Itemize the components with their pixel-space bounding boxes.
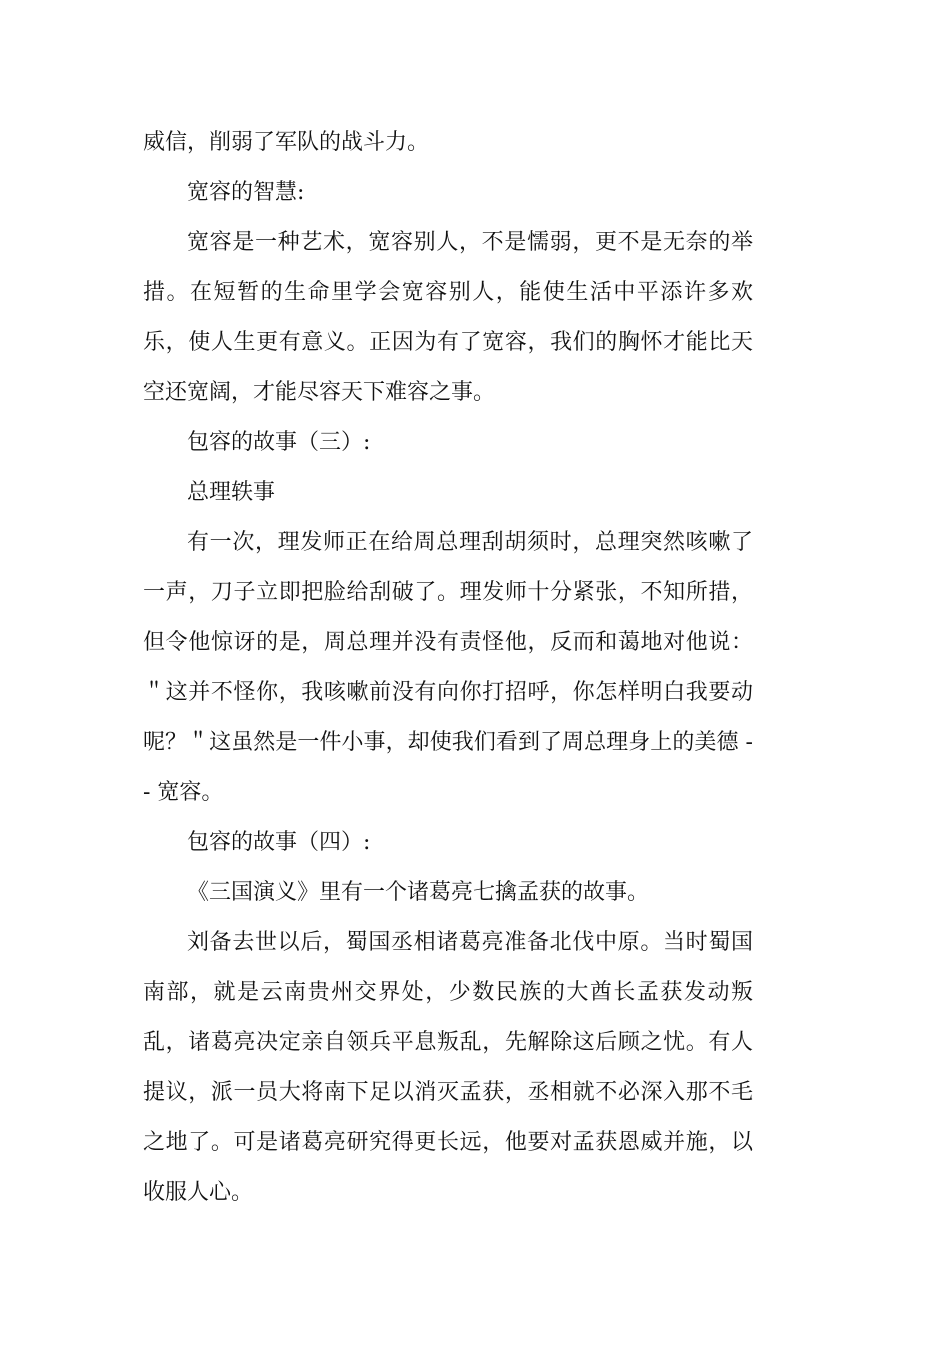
paragraph-heading-story-four: 包容的故事（四）: [187,830,371,855]
paragraph-tolerance-art: 宽容是一种艺术，宽容别人，不是懦弱，更不是无奈的举措。在短暂的生命里学会宽容别人，能使生活中平添许多欢乐，使人生更有意义。正因为有了宽容，我们的胸怀才能比天空还宽阔，才能尽容天下难容之事。 [143,230,753,405]
paragraph-barber-story: 有一次，理发师正在给周总理刮胡须时，总理突然咳嗽了一声，刀子立即把脸给刮破了。理发师十分紧张，不知所措，但令他惊讶的是，周总理并没有责怪他，反而和蔼地对他说：＂这并不怪你，我咳嗽前没有向你打招呼，你怎样明白我要动呢？＂这虽然是一件小事，却使我们看到了周总理身上的美德 -- 宽容。 [143,530,753,805]
document-page [143,118,753,1218]
paragraph-heading-story-three: 包容的故事（三）: [187,430,371,455]
paragraph-heading-wisdom: 宽容的智慧: [187,180,305,205]
paragraph-continuation: 威信，削弱了军队的战斗力。 [143,130,430,155]
paragraph-three-kingdoms-intro: 《三国演义》里有一个诸葛亮七擒孟获的故事。 [187,880,650,905]
paragraph-zhuge-liang-story: 刘备去世以后，蜀国丞相诸葛亮准备北伐中原。当时蜀国南部，就是云南贵州交界处，少数民族的大酋长孟获发动叛乱，诸葛亮决定亲自领兵平息叛乱，先解除这后顾之忧。有人提议，派一员大将南下足以消灭孟获，丞相就不必深入那不毛之地了。可是诸葛亮研究得更长远，他要对孟获恩威并施，以收服人心。 [143,930,753,1205]
paragraph-heading-premier-anecdote: 总理轶事 [187,480,276,505]
